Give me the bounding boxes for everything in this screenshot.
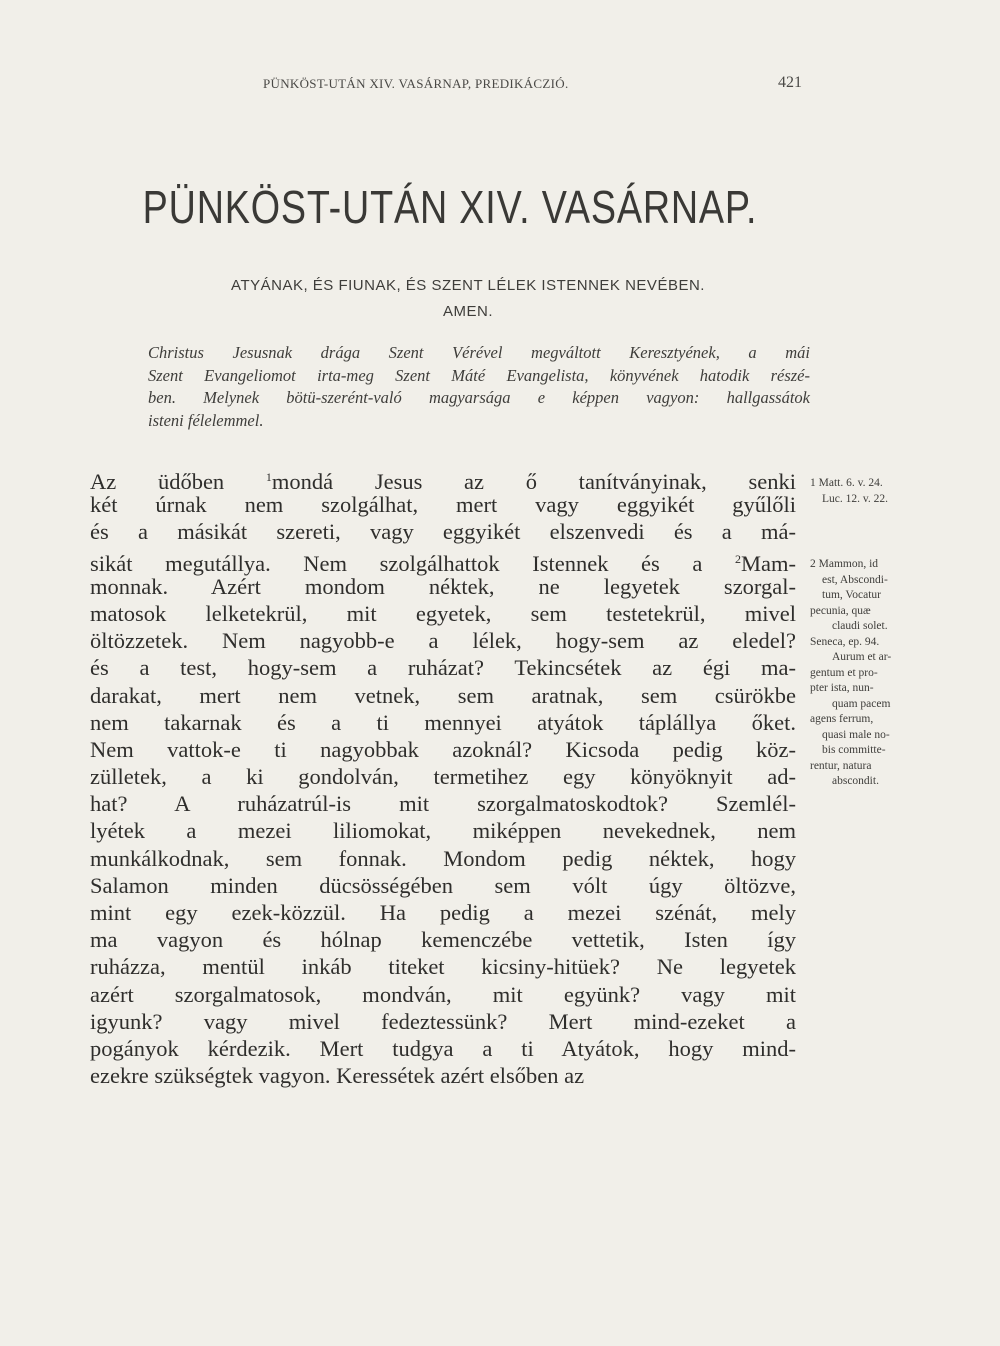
body-line: ezekre szükségtek vagyon. Keressétek azért elsőben az	[90, 1063, 585, 1089]
margin-note-line: pecunia, quæ	[810, 604, 871, 617]
invocation	[148, 273, 788, 325]
body-line: darakat, mert nem vetnek, sem aratnak, sem csürökbe	[90, 682, 796, 708]
margin-note-line: 2 Mammon, id	[810, 558, 879, 570]
body-line: és a másikát szereti, vagy eggyikét elszenvedi és a má-	[90, 519, 796, 545]
body-line: Nem vattok-e ti nagyobbak azoknál? Kicsoda pedig köz-	[90, 736, 796, 762]
intro-line: isteni félelemmel.	[148, 410, 264, 430]
margin-note-line: quasi male no-	[822, 728, 890, 741]
margin-note-line: Aurum et ar-	[832, 651, 892, 663]
margin-note-line: quam pacem	[832, 697, 891, 710]
body-line-start: sikát megutállya. Nem szolgálhattok Istennek és a	[90, 550, 735, 576]
body-line	[90, 546, 796, 576]
body-line: munkálkodnak, sem fonnak. Mondom pedig néktek, hogy	[90, 845, 796, 871]
body-line: ma vagyon és hólnap kemenczébe vettetik, Isten így	[90, 927, 796, 953]
page-number: 421	[778, 74, 802, 91]
body-line-rest: mondá Jesus az ő tanítványinak, senki	[271, 469, 796, 494]
intro-line: ben. Melynek bötü-szerént-való magyarsága e képpen vagyon: hallgassátok	[148, 388, 810, 407]
body-line: hat? A ruházatrúl-is mit szorgalmatoskodtok? Szemlél-	[90, 791, 796, 817]
margin-note-line: Luc. 12. v. 22.	[822, 492, 889, 505]
invocation-line-1: ATYÁNAK, ÉS FIUNAK, ÉS SZENT LÉLEK ISTENNEK NEVÉBEN.	[231, 277, 705, 294]
intro-line: Szent Evangeliomot irta-meg Szent Máté Evangelista, könyvének hatodik részé-	[148, 365, 810, 385]
body-line-start: Az üdőben	[90, 469, 266, 494]
invocation-line-2: AMEN.	[442, 303, 493, 320]
body-line: nem takarnak és a ti mennyei atyátok táplállya őket.	[90, 709, 796, 735]
margin-note-line: bis committe-	[822, 744, 886, 756]
body-line: igyunk? vagy mivel fedeztessünk? Mert mind-ezeket a	[90, 1008, 796, 1034]
margin-note-line: pter ista, nun-	[810, 682, 874, 694]
margin-note-line: abscondit.	[832, 775, 879, 787]
margin-note-gap	[810, 507, 920, 557]
margin-note-line: agens ferrum,	[810, 713, 874, 725]
body-line: Salamon minden dücsösségében sem vólt úgy öltözve,	[90, 872, 796, 898]
margin-note-line: gentum et pro-	[810, 666, 878, 679]
margin-note-line: 1 Matt. 6. v. 24.	[810, 477, 883, 489]
body-line-rest: Mam-	[741, 550, 796, 576]
body-line: öltözzetek. Nem nagyobb-e a lélek, hogy-sem az eledel?	[90, 628, 796, 654]
margin-note-line: est, Abscondi-	[822, 573, 888, 586]
body-line: pogányok kérdezik. Mert tudgya a ti Atyátok, hogy mind-	[90, 1035, 796, 1061]
margin-note-line: claudi solet.	[832, 620, 888, 632]
footnote-marker: 2	[735, 551, 741, 566]
body-line: monnak. Azért mondom néktek, ne legyetek szorgal-	[90, 573, 796, 599]
margin-note-line: rentur, natura	[810, 759, 872, 772]
body-line: mint egy ezek-közzül. Ha pedig a mezei szénát, mely	[90, 900, 796, 925]
margin-note-line: tum, Vocatur	[822, 589, 881, 601]
intro-line: Christus Jesusnak drága Szent Vérével megváltott Keresztyének, a mái	[148, 343, 810, 362]
body-line: és a test, hogy-sem a ruházat? Tekincsétek az égi ma-	[90, 655, 796, 681]
body-line: ruházza, mentül inkáb titeket kicsiny-hitüek? Ne legyetek	[90, 954, 796, 980]
body-line: két úrnak nem szolgálhat, mert vagy eggyikét gyűlőli	[90, 492, 796, 518]
intro-paragraph	[148, 342, 810, 432]
body-line: azért szorgalmatosok, mondván, mit együnk? vagy mit	[90, 981, 796, 1007]
margin-note-line: Seneca, ep. 94.	[810, 635, 880, 648]
margin-notes	[810, 476, 920, 790]
body-line	[90, 464, 796, 494]
body-line: zülletek, a ki gondolván, termetihez egy könyöknyit ad-	[90, 764, 796, 790]
running-header: PÜNKÖST-UTÁN XIV. VASÁRNAP, PREDIKÁCZIÓ.	[263, 76, 569, 91]
gospel-text	[90, 464, 796, 1089]
footnote-marker: 1	[265, 470, 272, 484]
body-line: lyétek a mezei liliomokat, miképpen nevekednek, nem	[90, 818, 796, 844]
page-title: PÜNKÖST-UTÁN XIV. VASÁRNAP.	[142, 181, 758, 233]
body-line: matosok lelketekrül, mit egyetek, sem testetekrül, mivel	[90, 600, 796, 626]
